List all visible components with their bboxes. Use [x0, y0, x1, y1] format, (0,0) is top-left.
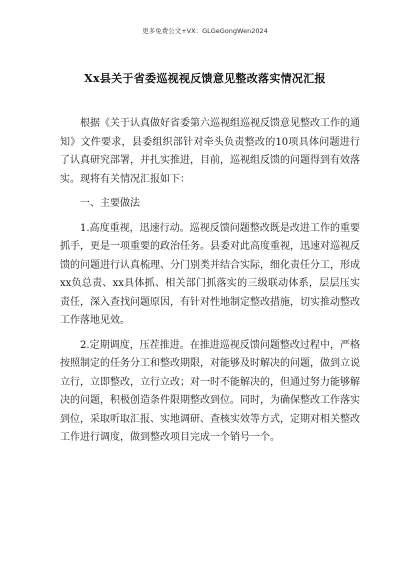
document-body: [60, 115, 360, 454]
section-heading: 一、主要做法: [80, 198, 140, 209]
header-note: 更多免费公文+VX：GLGeGongWen2024: [142, 27, 268, 35]
document-title: Xx县关于省委巡视视反馈意见整改落实情况汇报: [84, 72, 326, 85]
intro-paragraph: 根据《关于认真做好省委第六巡视组巡视反馈意见整改工作的通知》文件要求，县委组织部针对牵头负责整改的10项具体问题进行了认真研究部署，并扎实推进，目前，巡视组反馈的问题得到有效落实。现将有关情况汇报如下：: [60, 118, 360, 185]
paragraph-point-1: 1.高度重视，迅速行动。巡视反馈问题整改既是改进工作的重要抓手，更是一项重要的政治任务。县委对此高度重视，迅速对巡视反馈的问题进行认真梳理、分门别类并结合实际，细化责任分工，形成xx负总责、xx具体抓、相关部门抓落实的三级联动体系，层层压实责任，深入查找问题原因，有针对性地制定整改措施，切实推动整改工作落地见效。: [60, 222, 360, 326]
paragraph-point-2: 2.定期调度，压茬推进。在推进巡视反馈问题整改过程中，严格按照制定的任务分工和整改期限，对能够及时解决的问题，做到立说立行，立即整改，立行立改；对一时不能解决的，但通过努力能够解决的问题，积极创造条件限期整改到位。同时，为确保整改工作落实到位，采取听取汇报、实地调研、查核实效等方式，定期对相关整改工作进行调度，做到整改项目完成一个销号一个。: [60, 339, 360, 443]
